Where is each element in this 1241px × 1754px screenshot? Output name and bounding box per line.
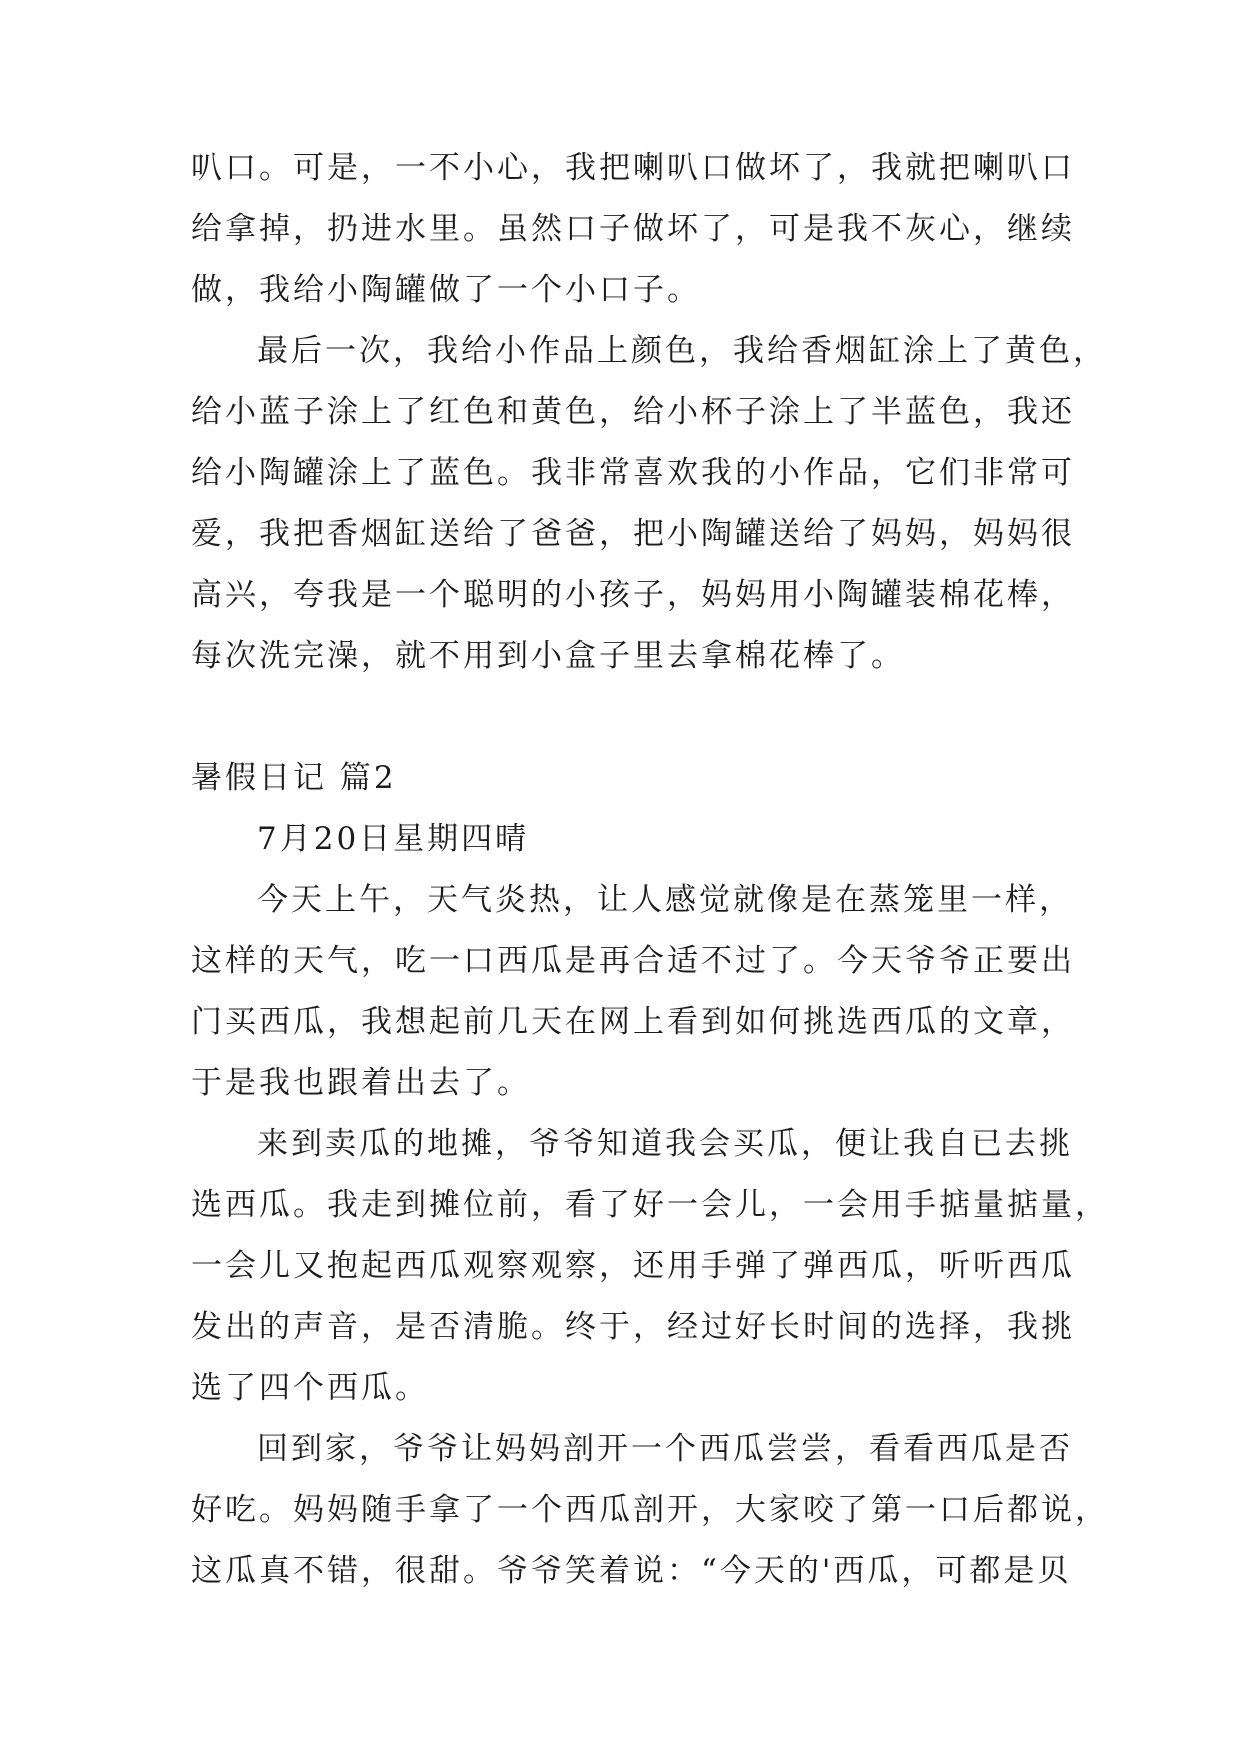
- paragraph-line: 这样的天气，吃一口西瓜是再合适不过了。今天爷爷正要出: [191, 943, 1075, 979]
- paragraph-line: 做，我给小陶罐做了一个小口子。: [191, 272, 701, 308]
- paragraph-line: 好吃。妈妈随手拿了一个西瓜剖开，大家咬了第一口后都说，: [191, 1492, 1109, 1528]
- paragraph-line: 每次洗完澡，就不用到小盒子里去拿棉花棒了。: [191, 638, 905, 674]
- paragraph-line: 给小陶罐涂上了蓝色。我非常喜欢我的小作品，它们非常可: [191, 455, 1075, 491]
- paragraph-3: [191, 870, 1075, 1114]
- section-heading: 暑假日记 篇2: [191, 760, 397, 796]
- paragraph-4: [191, 1114, 1109, 1419]
- paragraph-line: 今天上午，天气炎热，让人感觉就像是在蒸笼里一样，: [257, 882, 1073, 918]
- paragraph-line: 给拿掉，扔进水里。虽然口子做坏了，可是我不灰心，继续: [191, 211, 1075, 247]
- paragraph-1: [191, 138, 1075, 321]
- paragraph-line: 这瓜真不错，很甜。爷爷笑着说：“今天的'西瓜，可都是贝: [191, 1553, 1072, 1589]
- paragraph-line: 回到家，爷爷让妈妈剖开一个西瓜尝尝，看看西瓜是否: [257, 1431, 1073, 1467]
- paragraph-line: 门买西瓜，我想起前几天在网上看到如何挑选西瓜的文章，: [191, 1004, 1075, 1040]
- date-text: 7月20日星期四晴: [257, 821, 530, 857]
- paragraph-line: 选西瓜。我走到摊位前，看了好一会儿，一会用手掂量掂量，: [191, 1187, 1109, 1223]
- section-spacer: [191, 687, 1071, 748]
- paragraph-line: 高兴，夸我是一个聪明的小孩子，妈妈用小陶罐装棉花棒，: [191, 577, 1075, 613]
- paragraph-line: 给小蓝子涂上了红色和黄色，给小杯子涂上了半蓝色，我还: [191, 394, 1075, 430]
- paragraph-line: 爱，我把香烟缸送给了爸爸，把小陶罐送给了妈妈，妈妈很: [191, 516, 1075, 552]
- paragraph-line: 一会儿又抱起西瓜观察观察，还用手弹了弹西瓜，听听西瓜: [191, 1248, 1075, 1284]
- paragraph-2: [191, 321, 1107, 687]
- document-page: [191, 138, 1109, 1602]
- paragraph-line: 最后一次，我给小作品上颜色，我给香烟缸涂上了黄色，: [257, 333, 1107, 369]
- paragraph-line: 来到卖瓜的地摊，爷爷知道我会买瓜，便让我自已去挑: [257, 1126, 1073, 1162]
- paragraph-line: 于是我也跟着出去了。: [191, 1065, 531, 1101]
- paragraph-line: 发出的声音，是否清脆。终于，经过好长时间的选择，我挑: [191, 1309, 1075, 1345]
- paragraph-line: 选了四个西瓜。: [191, 1370, 429, 1406]
- paragraph-line: 叭口。可是，一不小心，我把喇叭口做坏了，我就把喇叭口: [191, 150, 1075, 186]
- paragraph-5: [191, 1419, 1109, 1602]
- date-line: [191, 809, 1071, 870]
